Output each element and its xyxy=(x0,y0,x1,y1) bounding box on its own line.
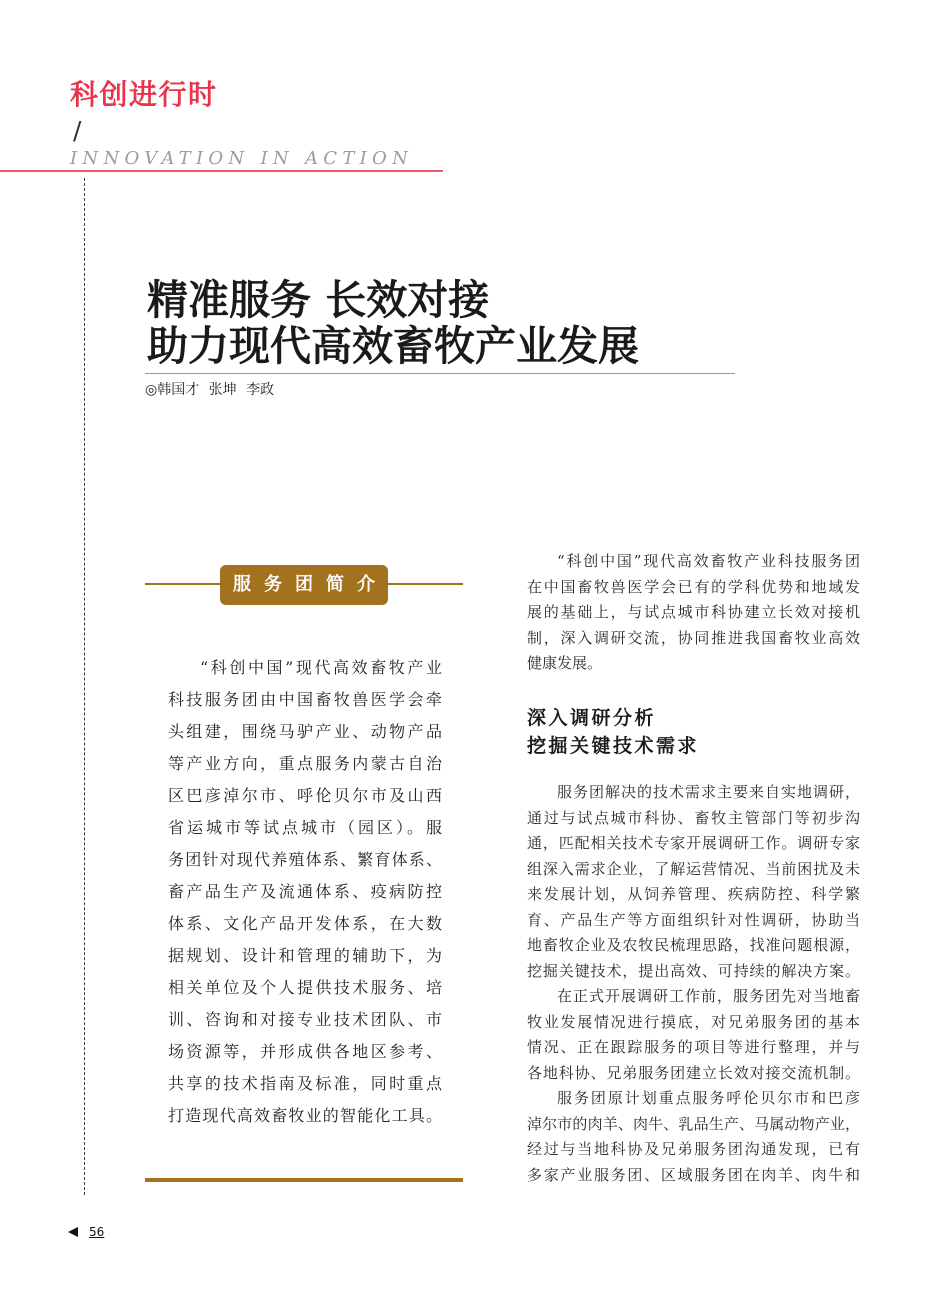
text-line: 体系、文化产品开发体系，在大数 xyxy=(168,914,442,933)
section-body xyxy=(527,780,860,1188)
text-line: “科创中国”现代高效畜牧产业 xyxy=(200,658,442,677)
text-line: 多家产业服务团、区域服务团在肉羊、肉牛和 xyxy=(527,1165,860,1184)
sidebar-bottom-bar xyxy=(145,1178,463,1182)
text-line: 区巴彦淖尔市、呼伦贝尔市及山西 xyxy=(168,786,442,805)
paragraph xyxy=(168,652,442,1132)
text-line: 健康发展。 xyxy=(527,654,603,672)
text-line: 牧业发展情况进行摸底，对兄弟服务团的基本 xyxy=(527,1012,860,1031)
label-rule-right xyxy=(388,583,463,585)
text-line: 经过与当地科协及兄弟服务团沟通发现，已有 xyxy=(527,1140,860,1158)
text-line: 情况、正在跟踪服务的项目等进行整理，并与 xyxy=(527,1038,860,1056)
paragraph xyxy=(527,984,860,1086)
text-line: 制，深入调研交流，协同推进我国畜牧业高效 xyxy=(527,628,860,647)
text-line: 科技服务团由中国畜牧兽医学会牵 xyxy=(168,690,442,709)
text-line: 训、咨询和对接专业技术团队、市 xyxy=(168,1010,442,1029)
text-line: 通过与试点城市科协、畜牧主管部门等初步沟 xyxy=(527,808,860,827)
text-line: 场资源等，并形成供各地区参考、 xyxy=(168,1042,442,1061)
triangle-left-icon xyxy=(68,1227,78,1237)
header-rule xyxy=(0,170,443,172)
article-title-line: 精准服务 长效对接 xyxy=(147,276,490,324)
text-line: 服务团原计划重点服务呼伦贝尔市和巴彦 xyxy=(557,1089,860,1107)
text-line: 组深入需求企业，了解运营情况、当前困扰及未 xyxy=(527,859,860,878)
intro-text xyxy=(527,549,860,677)
text-line: “科创中国”现代高效畜牧产业科技服务团 xyxy=(557,552,860,570)
page-number: 56 xyxy=(89,1225,105,1239)
text-line: 各地科协、兄弟服务团建立长效对接交流机制。 xyxy=(527,1063,860,1082)
text-line: 地畜牧企业及农牧民梳理思路，找准问题根源， xyxy=(527,936,860,954)
text-line: 省运城市等试点城市（园区）。服 xyxy=(168,818,442,837)
text-line: 在正式开展调研工作前，服务团先对当地畜 xyxy=(557,987,860,1005)
text-line: 服务团解决的技术需求主要来自实地调研， xyxy=(557,783,860,801)
text-line: 畜产品生产及流通体系、疫病防控 xyxy=(168,882,442,901)
text-line: 相关单位及个人提供技术服务、培 xyxy=(168,978,442,997)
title-rule xyxy=(145,373,735,374)
text-line: 头组建，围绕马驴产业、动物产品 xyxy=(168,722,442,741)
text-line: 挖掘关键技术，提出高效、可持续的解决方案。 xyxy=(527,961,860,980)
section-heading-line: 深入调研分析 xyxy=(527,707,657,729)
text-line: 据规划、设计和管理的辅助下，为 xyxy=(168,946,442,965)
sidebar-label: 服务团简介 xyxy=(220,565,388,605)
section-heading xyxy=(527,704,699,760)
label-rule-left xyxy=(145,583,220,585)
text-line: 来发展计划，从饲养管理、疾病防控、科学繁 xyxy=(527,885,860,903)
sidebar-text xyxy=(168,652,442,1132)
article-title xyxy=(147,277,639,369)
text-line: 打造现代高效畜牧业的智能化工具。 xyxy=(168,1106,442,1125)
text-line: 育、产品生产等方面组织针对性调研，协助当 xyxy=(527,910,860,929)
paragraph xyxy=(527,549,860,677)
dashed-divider xyxy=(84,178,85,1195)
text-line: 等产业方向，重点服务内蒙古自治 xyxy=(168,754,442,773)
article-title-line: 助力现代高效畜牧产业发展 xyxy=(147,322,639,370)
paragraph xyxy=(527,1086,860,1188)
column-title: 科创进行时 xyxy=(70,78,218,111)
text-line: 淖尔市的肉羊、肉牛、乳品生产、马属动物产业， xyxy=(527,1114,860,1133)
text-line: 共享的技术指南及标准，同时重点 xyxy=(168,1074,442,1093)
column-slash: / xyxy=(73,116,82,145)
column-subtitle: INNOVATION IN ACTION xyxy=(70,148,414,169)
byline: ◎韩国才 张坤 李政 xyxy=(145,382,275,398)
text-line: 务团针对现代养殖体系、繁育体系、 xyxy=(168,850,442,869)
section-heading-line: 挖掘关键技术需求 xyxy=(527,735,700,757)
paragraph xyxy=(527,780,860,984)
text-line: 在中国畜牧兽医学会已有的学科优势和地域发 xyxy=(527,577,860,596)
text-line: 展的基础上，与试点城市科协建立长效对接机 xyxy=(527,603,860,621)
text-line: 通，匹配相关技术专家开展调研工作。调研专家 xyxy=(527,834,860,852)
